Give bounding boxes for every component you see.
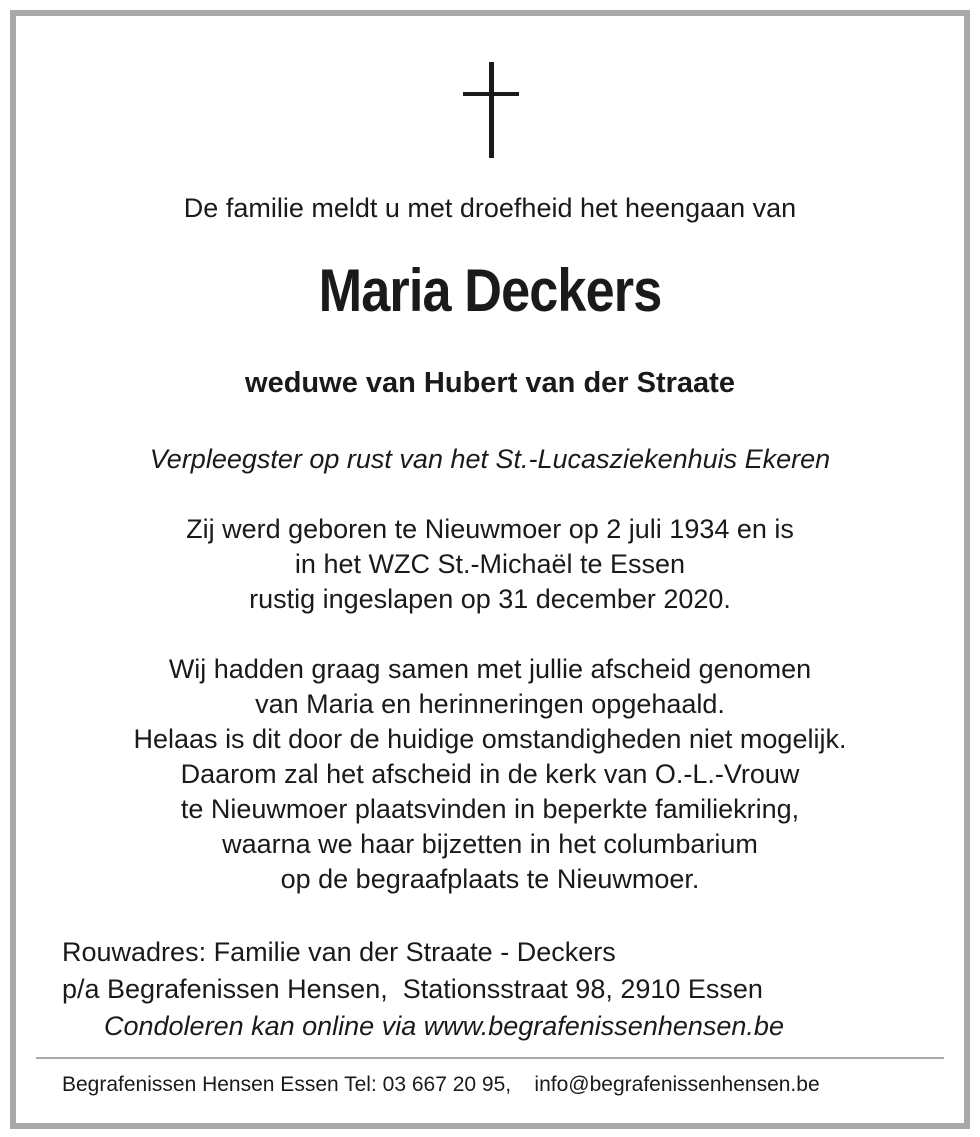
paragraph-line: waarna we haar bijzetten in het columbarium [222,829,758,859]
widow-of: weduwe van Hubert van der Straate [245,367,735,399]
footer-divider [36,1057,944,1059]
birth-death-paragraph [0,512,980,617]
paragraph-line: Helaas is dit door de huidige omstandigheden niet mogelijk. [133,724,847,754]
paragraph-line: Daarom zal het afscheid in de kerk van O.-L.-Vrouw [180,759,800,789]
paragraph-line: te Nieuwmoer plaatsvinden in beperkte familiekring, [180,794,800,824]
paragraph-line: in het WZC St.-Michaël te Essen [294,549,686,579]
profession: Verpleegster op rust van het St.-Lucasziekenhuis Ekeren [149,444,831,474]
address-line-2: p/a Begrafenissen Hensen, Stationsstraat 98, 2910 Essen [62,974,763,1004]
paragraph-line: op de begraafplaats te Nieuwmoer. [280,864,700,894]
paragraph-line: Wij hadden graag samen met jullie afscheid genomen [168,654,812,684]
intro-text: De familie meldt u met droefheid het heengaan van [183,193,797,223]
paragraph-line: rustig ingeslapen op 31 december 2020. [249,584,731,614]
paragraph-line: van Maria en herinneringen opgehaald. [255,689,725,719]
cross-icon [461,62,521,160]
condolences-link-text: Condoleren kan online via www.begrafenissenhensen.be [104,1011,784,1041]
deceased-name: Maria Deckers [318,257,662,324]
address-line-1: Rouwadres: Familie van der Straate - Deckers [62,937,616,967]
farewell-paragraph [0,652,980,897]
paragraph-line: Zij werd geboren te Nieuwmoer op 2 juli 1934 en is [186,514,794,544]
footer-contact: Begrafenissen Hensen Essen Tel: 03 667 20 95, info@begrafenissenhensen.be [62,1073,820,1096]
